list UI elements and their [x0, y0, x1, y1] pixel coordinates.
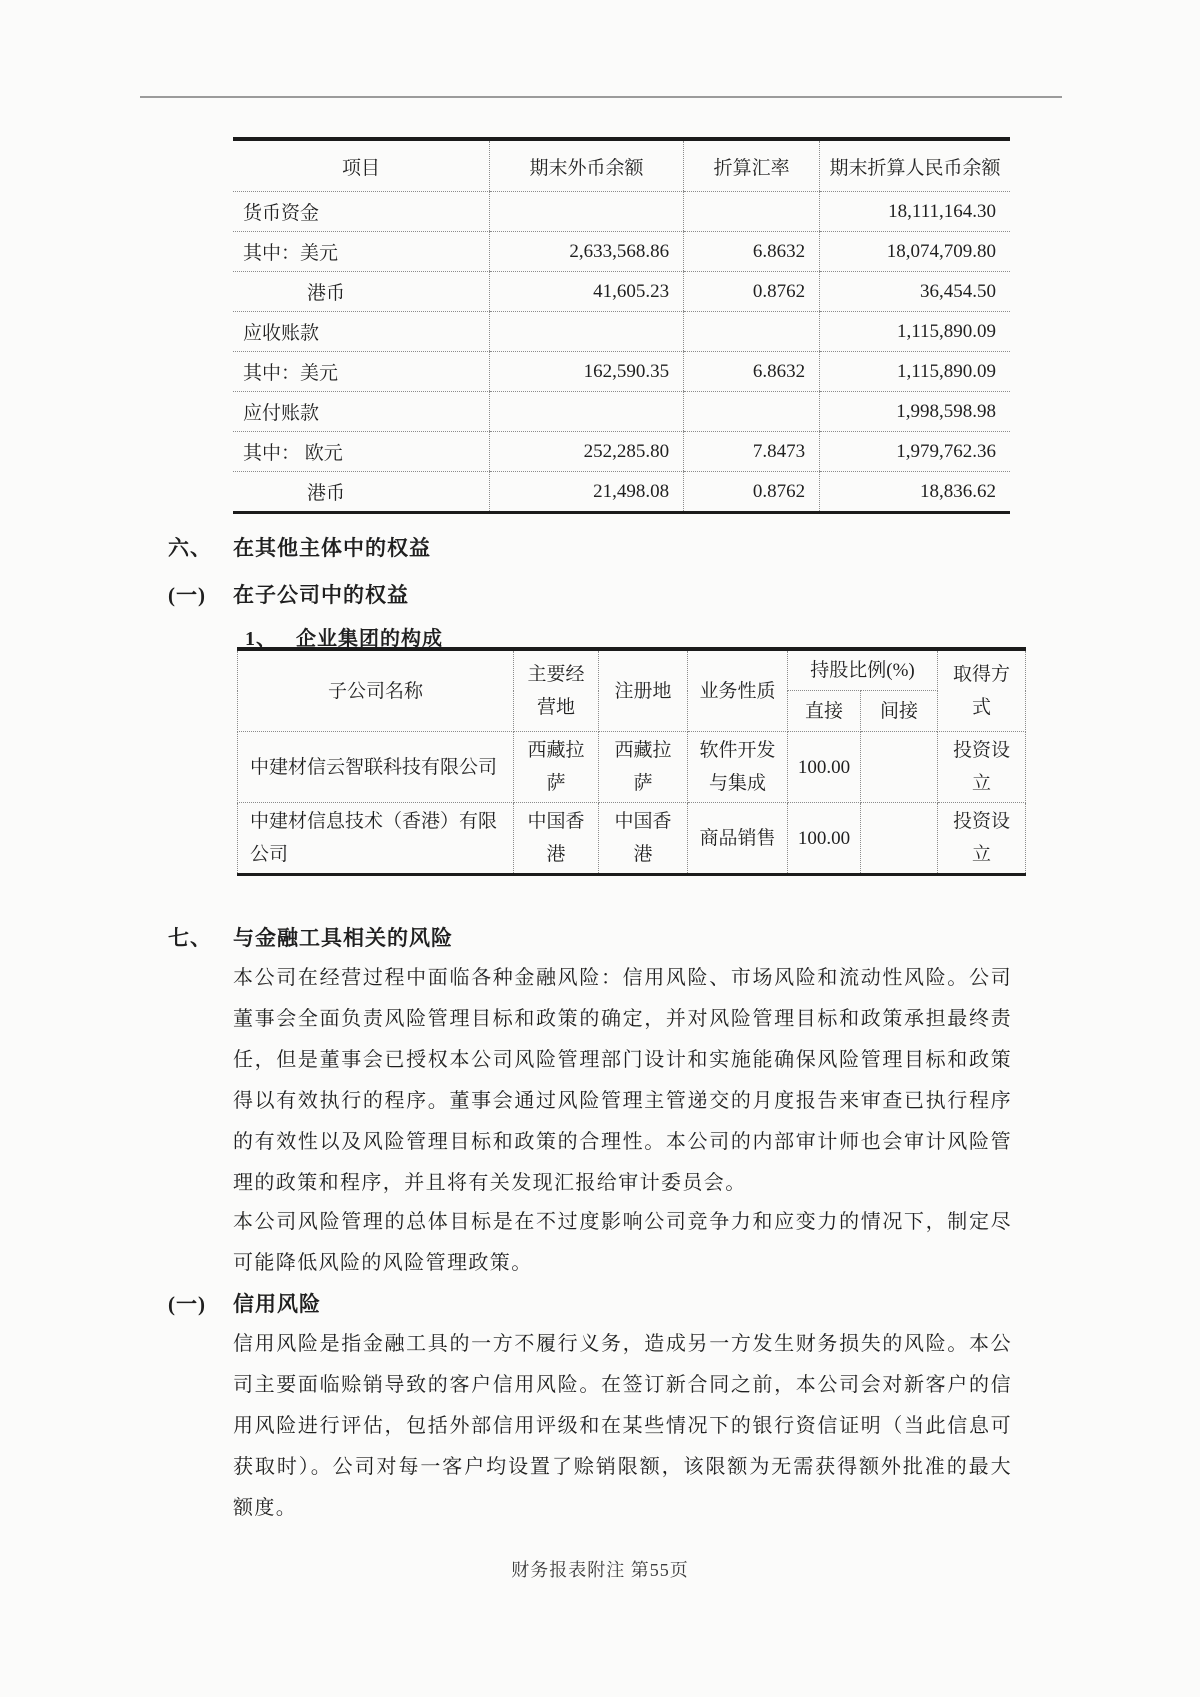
- column-header-rmb: 期末折算人民币余额: [820, 139, 1010, 192]
- place-cell: 中国香港: [514, 803, 599, 875]
- foreign-balance-cell: 162,590.35: [489, 352, 683, 392]
- rmb-balance-cell: 1,979,762.36: [820, 432, 1010, 472]
- business-cell: 商品销售: [688, 803, 788, 875]
- column-header-holding: 持股比例(%): [788, 649, 938, 691]
- subsidiary-name-cell: 中建材信息技术（香港）有限公司: [238, 803, 514, 875]
- item-cell: 港币: [233, 272, 489, 312]
- foreign-balance-cell: 2,633,568.86: [489, 232, 683, 272]
- risk-paragraph-1: 本公司在经营过程中面临各种金融风险：信用风险、市场风险和流动性风险。公司董事会全面负责风险管理目标和政策的确定，并对风险管理目标和政策承担最终责任，但是董事会已授权本公司风险管理部门设计和实施能确保风险管理目标和政策得以有效执行的程序。董事会通过风险管理主管递交的月度报告来审查已执行程序的有效性以及风险管理目标和政策的合理性。本公司的内部审计师也会审计风险管理的政策和程序，并且将有关发现汇报给审计委员会。: [233, 967, 1012, 1194]
- foreign-balance-cell: 252,285.80: [489, 432, 683, 472]
- page-footer: 财务报表附注 第55页: [511, 1560, 689, 1580]
- credit-risk-paragraph: 信用风险是指金融工具的一方不履行义务，造成另一方发生财务损失的风险。本公司主要面临赊销导致的客户信用风险。在签订新合同之前，本公司会对新客户的信用风险进行评估，包括外部信用评级和在某些情况下的银行资信证明（当此信息可获取时）。公司对每一客户均设置了赊销限额，该限额为无需获得额外批准的最大额度。: [233, 1333, 1012, 1519]
- column-header-name: 子公司名称: [238, 649, 514, 732]
- foreign-balance-cell: [489, 392, 683, 432]
- section-number: 1、: [245, 628, 277, 650]
- currency-translation-table: [233, 137, 1010, 514]
- indirect-holding-cell: [861, 803, 938, 875]
- table-row: [238, 803, 1026, 875]
- rmb-balance-cell: 1,115,890.09: [820, 352, 1010, 392]
- section-title: 与金融工具相关的风险: [233, 926, 453, 950]
- column-header-direct: 直接: [788, 691, 861, 732]
- registration-cell: 中国香港: [599, 803, 688, 875]
- rate-cell: [684, 312, 820, 352]
- item-cell: 货币资金: [233, 192, 489, 232]
- item-cell: 港币: [233, 472, 489, 513]
- direct-holding-cell: 100.00: [788, 732, 861, 803]
- foreign-balance-cell: [489, 192, 683, 232]
- rmb-balance-cell: 36,454.50: [820, 272, 1010, 312]
- rate-cell: [684, 392, 820, 432]
- table-row: [233, 232, 1010, 272]
- table-row: [233, 432, 1010, 472]
- section-7-heading: [168, 922, 453, 952]
- rmb-balance-cell: 18,111,164.30: [820, 192, 1010, 232]
- column-header-biz: 业务性质: [688, 649, 788, 732]
- table-row: [238, 732, 1026, 803]
- table-header-row: [233, 139, 1010, 192]
- section-number: (一): [168, 583, 206, 607]
- foreign-balance-cell: 41,605.23: [489, 272, 683, 312]
- section-title: 在其他主体中的权益: [233, 536, 431, 560]
- subsidiaries-table-header: [238, 649, 1026, 732]
- column-header-foreign: 期末外币余额: [489, 139, 683, 192]
- method-cell: 投资设立: [938, 732, 1026, 803]
- table-row: [233, 392, 1010, 432]
- rmb-balance-cell: 1,998,598.98: [820, 392, 1010, 432]
- table-row: [233, 272, 1010, 312]
- item-cell: 其中： 欧元: [233, 432, 489, 472]
- foreign-balance-cell: [489, 312, 683, 352]
- section-title: 在子公司中的权益: [233, 583, 409, 607]
- business-cell: 软件开发与集成: [688, 732, 788, 803]
- indirect-holding-cell: [861, 732, 938, 803]
- item-cell: 应收账款: [233, 312, 489, 352]
- rate-cell: 0.8762: [684, 472, 820, 513]
- subsidiaries-table-body: [238, 732, 1026, 875]
- item-cell: 其中：美元: [233, 352, 489, 392]
- subsidiary-name-cell: 中建材信云智联科技有限公司: [238, 732, 514, 803]
- column-header-place: 主要经营地: [514, 649, 599, 732]
- column-header-reg: 注册地: [599, 649, 688, 732]
- column-header-indirect: 间接: [861, 691, 938, 732]
- section-number: 六、: [168, 536, 212, 560]
- currency-table-body: [233, 192, 1010, 513]
- direct-holding-cell: 100.00: [788, 803, 861, 875]
- rate-cell: [684, 192, 820, 232]
- section-6-1-heading: [168, 579, 409, 609]
- section-number: 七、: [168, 926, 212, 950]
- registration-cell: 西藏拉萨: [599, 732, 688, 803]
- item-cell: 其中：美元: [233, 232, 489, 272]
- table-row: [233, 472, 1010, 513]
- page-header-rule: [140, 96, 1062, 98]
- rmb-balance-cell: 18,836.62: [820, 472, 1010, 513]
- rate-cell: 7.8473: [684, 432, 820, 472]
- rmb-balance-cell: 1,115,890.09: [820, 312, 1010, 352]
- section-number: (一): [168, 1292, 206, 1316]
- table-row: [233, 192, 1010, 232]
- risk-paragraph-2: 本公司风险管理的总体目标是在不过度影响公司竞争力和应变力的情况下，制定尽可能降低风险的风险管理政策。: [233, 1211, 1012, 1274]
- rmb-balance-cell: 18,074,709.80: [820, 232, 1010, 272]
- method-cell: 投资设立: [938, 803, 1026, 875]
- table-header-row: [238, 649, 1026, 691]
- section-title: 信用风险: [233, 1292, 321, 1316]
- table-row: [233, 312, 1010, 352]
- table-row: [233, 352, 1010, 392]
- section-7-1-heading: [168, 1288, 321, 1318]
- section-6-heading: [168, 532, 431, 562]
- rate-cell: 6.8632: [684, 232, 820, 272]
- column-header-rate: 折算汇率: [684, 139, 820, 192]
- section-title: 企业集团的构成: [296, 628, 443, 650]
- rate-cell: 6.8632: [684, 352, 820, 392]
- column-header-item: 项目: [233, 139, 489, 192]
- subsidiaries-table: [237, 647, 1026, 876]
- place-cell: 西藏拉萨: [514, 732, 599, 803]
- rate-cell: 0.8762: [684, 272, 820, 312]
- item-cell: 应付账款: [233, 392, 489, 432]
- foreign-balance-cell: 21,498.08: [489, 472, 683, 513]
- currency-table-header: [233, 139, 1010, 192]
- column-header-method: 取得方式: [938, 649, 1026, 732]
